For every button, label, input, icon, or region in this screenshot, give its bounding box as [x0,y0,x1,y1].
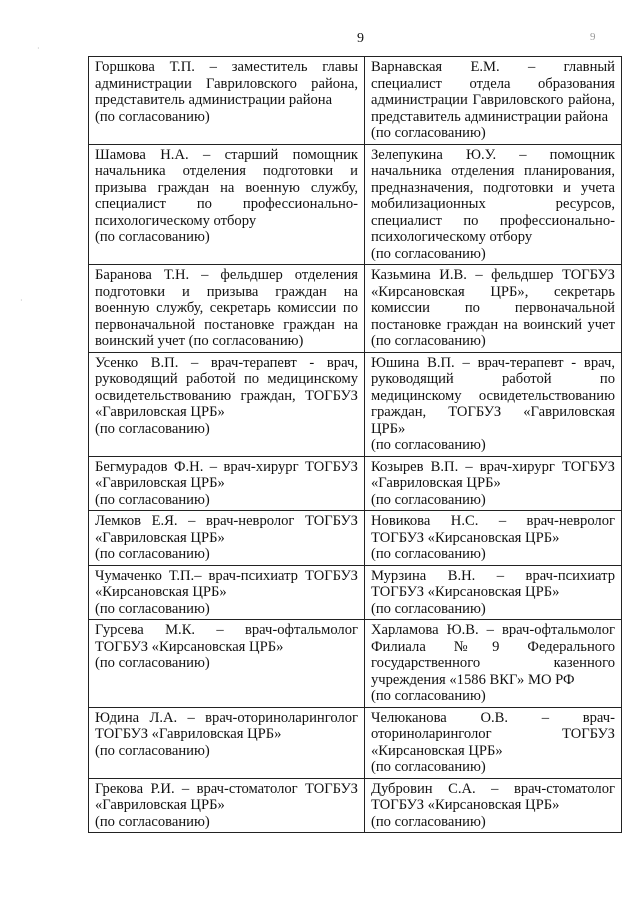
member-note: (по согласованию) [95,108,210,125]
member-note: (по согласованию) [371,491,486,508]
table-body [89,57,622,833]
member-note: (по согласованию) [95,229,210,245]
page-number: 9 [357,31,364,46]
member-note: (по согласованию) [371,759,486,775]
commission-members-table [88,56,622,833]
table-row [89,707,622,778]
table-row [89,620,622,708]
member-description: Варнавская Е.М. – главный специалист отдела образования администрации Гавриловского района, представитель администрации района [371,59,615,125]
member-cell-main [89,265,365,353]
member-description: Шамова Н.А. – старший помощник начальника отделения подготовки и призыва граждан на военную службу, специалист по профессионально-психологическому отбору [95,146,358,229]
member-cell-main [89,456,365,511]
member-cell-main [89,707,365,778]
corner-page-number: 9 [590,31,596,43]
member-cell-reserve [365,565,622,620]
member-cell-reserve [365,144,622,265]
member-note: (по согласованию) [95,655,210,671]
member-description: Мурзина В.Н. – врач-психиатр ТОГБУЗ «Кирсановская ЦРБ» [371,567,615,600]
member-note: (по согласованию) [371,600,486,617]
member-description: Зелепукина Ю.У. – помощник начальника отделения планирования, предназначения, подготовки и учета мобилизационных ресурсов, специалист по профессионально-психологическому отбору [371,146,615,245]
table-row [89,265,622,353]
member-description: Харламова Ю.В. – врач-офтальмолог Филиала №9 Федерального государственного казенного учреждения «1586 ВКГ» МО РФ [371,622,615,688]
table-row [89,352,622,456]
member-description: Усенко В.П. – врач-терапевт - врач, руководящий работой по медицинскому освидетельствованию граждан, ТОГБУЗ «Гавриловская ЦРБ» [95,354,358,420]
member-note: (по согласованию) [95,491,210,508]
member-note: (по согласованию) [371,813,486,830]
member-cell-main [89,778,365,833]
table-row [89,144,622,265]
member-cell-reserve [365,620,622,708]
member-description: Дубровин С.А. – врач-стоматолог ТОГБУЗ «Кирсановская ЦРБ» [371,780,615,813]
member-cell-main [89,352,365,456]
member-note: (по согласованию) [95,546,210,562]
scan-speck: · [37,44,40,53]
member-note: (по согласованию) [95,420,210,437]
table-row [89,778,622,833]
member-cell-reserve [365,511,622,566]
member-note: (по согласованию) [95,742,210,759]
member-description: Юдина Л.А. – врач-оториноларинголог ТОГБУЗ «Гавриловская ЦРБ» [95,709,358,742]
member-cell-main [89,565,365,620]
table-row [89,57,622,145]
member-description: Новикова Н.С. – врач-невролог ТОГБУЗ «Кирсановская ЦРБ» [371,513,615,546]
member-cell-main [89,144,365,265]
member-description: Гурсева М.К. – врач-офтальмолог ТОГБУЗ «Кирсановская ЦРБ» [95,622,358,655]
table-row [89,565,622,620]
member-description: Баранова Т.Н. – фельдшер отделения подготовки и призыва граждан на военную службу, секретарь комиссии по первоначальной постановке граждан на воинский учет (по согласованию) [95,267,358,349]
member-description: Грекова Р.И. – врач-стоматолог ТОГБУЗ «Гавриловская ЦРБ» [95,780,358,813]
member-cell-reserve [365,57,622,145]
table-row [89,456,622,511]
member-description: Казьмина И.В. – фельдшер ТОГБУЗ «Кирсановская ЦРБ», секретарь комиссии по первоначальной постановке граждан на воинский учет (по согласованию) [371,267,615,349]
member-cell-reserve [365,456,622,511]
member-description: Горшкова Т.П. – заместитель главы администрации Гавриловского района, представитель администрации района [95,59,358,108]
member-cell-main [89,620,365,708]
member-note: (по согласованию) [371,245,486,262]
table-row [89,511,622,566]
member-cell-reserve [365,265,622,353]
member-cell-reserve [365,707,622,778]
member-note: (по согласованию) [371,688,486,704]
member-description: Юшина В.П. – врач-терапевт - врач, руководящий работой по медицинскому освидетельствованию граждан, ТОГБУЗ «Гавриловская ЦРБ» [371,354,615,437]
member-description: Лемков Е.Я. – врач-невролог ТОГБУЗ «Гавриловская ЦРБ» [95,513,358,546]
member-cell-reserve [365,352,622,456]
member-note: (по согласованию) [95,600,210,617]
member-cell-reserve [365,778,622,833]
member-description: Бегмурадов Ф.Н. – врач-хирург ТОГБУЗ «Гавриловская ЦРБ» [95,458,358,491]
member-description: Чумаченко Т.П.– врач-психиатр ТОГБУЗ «Кирсановская ЦРБ» [95,567,358,600]
member-cell-main [89,57,365,145]
member-note: (по согласованию) [371,437,486,453]
member-cell-main [89,511,365,566]
member-note: (по согласованию) [371,125,486,141]
scan-speck: · [20,296,23,305]
member-description: Козырев В.П. – врач-хирург ТОГБУЗ «Гавриловская ЦРБ» [371,458,615,491]
member-note: (по согласованию) [371,546,486,562]
member-description: Челюканова О.В. – врач-оториноларинголог ТОГБУЗ «Кирсановская ЦРБ» [371,709,615,759]
member-note: (по согласованию) [95,813,210,830]
